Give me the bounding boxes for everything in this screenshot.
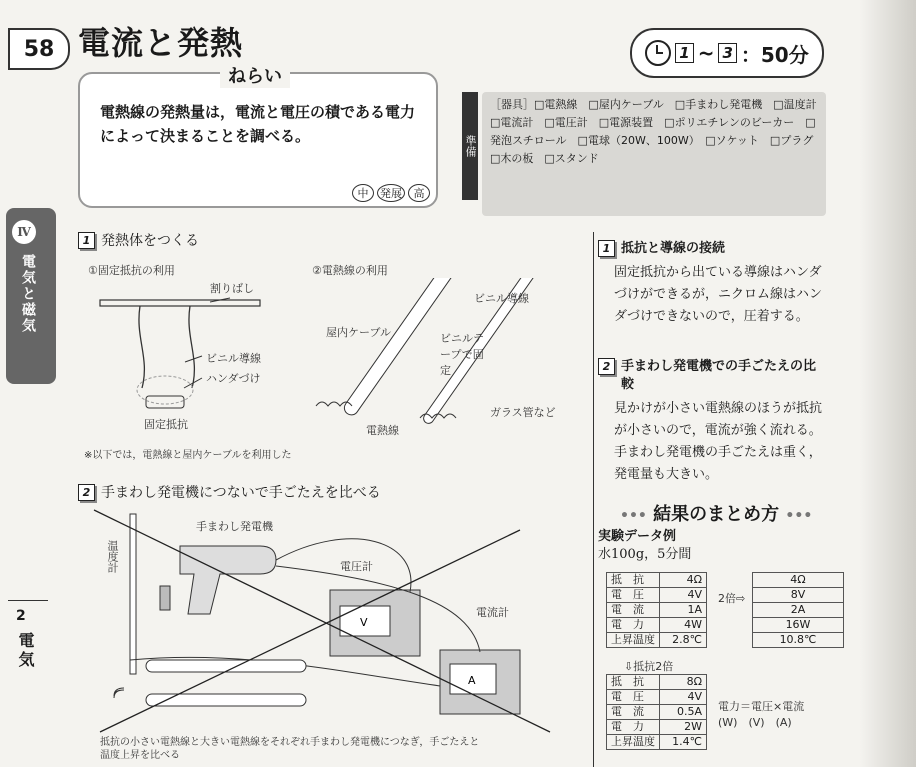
table-row — [607, 720, 707, 735]
data-table-resistance — [606, 674, 707, 750]
time-label: ：50分 — [740, 42, 809, 67]
table-row — [607, 633, 707, 648]
point1-body: 固定抵抗から出ている導線はハンダづけができるが，ニクロム線はハンダづけできないので，圧着する。 — [614, 265, 823, 324]
level-badge: 発展 — [377, 184, 405, 202]
result-title-text: 結果のまとめ方 — [653, 504, 780, 525]
table-row — [753, 618, 844, 633]
section-title: 手まわし発電機につないで手ごたえを比べる — [101, 485, 381, 501]
heating-coil — [114, 688, 124, 698]
table-cell: 電 力 — [607, 618, 660, 633]
result-title — [620, 500, 812, 526]
label-heating-wire: 電熱線 — [366, 424, 399, 437]
aim-text: 電熱線の発熱量は，電流と電圧の積である電力によって決まることを調べる。 — [100, 103, 416, 145]
point-title: 手まわし発電機での手ごたえの比較 — [620, 359, 816, 392]
chapter-number: 2 — [16, 608, 26, 624]
double-arrow-label: 2倍⇨ — [718, 592, 746, 605]
table-row — [607, 690, 707, 705]
dots-decoration: ••• — [785, 508, 813, 524]
label-vinyl-wire-2: ビニル導線 — [474, 292, 529, 305]
chapter-rule — [8, 600, 48, 601]
table-cell: 4Ω — [660, 573, 707, 588]
time-to: 3 — [718, 43, 736, 63]
label-glass-tube: ガラス管など — [490, 406, 556, 419]
table-cell: 電 圧 — [607, 588, 660, 603]
table-cell: 8Ω — [660, 675, 707, 690]
table-cell: 1.4℃ — [660, 735, 707, 750]
vinyl-wire — [139, 306, 144, 388]
subheading-fixed-resistor: ①固定抵抗の利用 — [88, 264, 175, 277]
table-cell: 4V — [660, 588, 707, 603]
label-vinyl-tape: ビニルテープで固定 — [440, 332, 484, 377]
unit-number: Ⅳ — [12, 220, 36, 244]
chapter-label: 電気 — [16, 632, 35, 670]
table-row — [607, 603, 707, 618]
level-badges — [352, 184, 430, 202]
resistance-double-note: ⇩抵抗2倍 — [624, 660, 674, 673]
page-title: 電流と発熱 — [78, 24, 244, 62]
label-indoor-cable: 屋内ケーブル — [326, 326, 392, 339]
power-formula-units: (W) (V) (A) — [718, 716, 792, 729]
vinyl-wire — [189, 306, 194, 388]
data-table-base — [606, 572, 707, 648]
label-thermometer: 温度計 — [106, 540, 119, 573]
table-cell: 抵 抗 — [607, 573, 660, 588]
voltmeter-symbol: V — [360, 616, 368, 629]
table-row — [607, 735, 707, 750]
table-row — [607, 588, 707, 603]
label-chopstick: 割りばし — [210, 282, 254, 295]
data-table-double — [752, 572, 844, 648]
time-from: 1 — [675, 43, 693, 63]
level-badge: 中 — [352, 184, 374, 202]
table-cell: 電 力 — [607, 720, 660, 735]
chopstick — [100, 300, 260, 306]
table-row — [607, 573, 707, 588]
column-divider — [593, 232, 594, 767]
section-title: 発熱体をつくる — [101, 233, 199, 249]
section-number: 2 — [78, 484, 95, 501]
heating-cable — [146, 660, 306, 672]
page-edge-shadow — [860, 0, 916, 767]
example-condition: 水100g，5分間 — [598, 547, 692, 562]
table-cell: 4V — [660, 690, 707, 705]
point-number: 2 — [598, 358, 615, 375]
table-cell: 上昇温度 — [607, 633, 660, 648]
table-cell: 8V — [753, 588, 844, 603]
table-cell: 10.8℃ — [753, 633, 844, 648]
dots-decoration: ••• — [620, 508, 647, 524]
section1-heading — [78, 230, 199, 250]
heating-cable — [146, 694, 306, 706]
table-cell: 1A — [660, 603, 707, 618]
clock-icon — [645, 40, 671, 66]
power-formula: 電力＝電圧×電流 — [718, 700, 805, 713]
table-row — [753, 588, 844, 603]
hand-generator — [180, 546, 276, 614]
example-title: 実験データ例 — [598, 529, 677, 544]
table-row — [753, 633, 844, 648]
thermometer — [130, 514, 136, 674]
point2-heading — [598, 358, 828, 394]
prep-tab: 準備 — [462, 92, 478, 200]
label-solder: ハンダづけ — [206, 372, 261, 385]
time-badge — [630, 28, 824, 78]
label-voltmeter: 電圧計 — [340, 560, 373, 573]
table-cell: 2W — [660, 720, 707, 735]
table-cell: 抵 抗 — [607, 675, 660, 690]
table-cell: 2A — [753, 603, 844, 618]
time-tilde: ~ — [697, 41, 715, 65]
table-cell: 0.5A — [660, 705, 707, 720]
subheading-heating-wire: ②電熱線の利用 — [312, 264, 388, 277]
page-number: 58 — [8, 28, 70, 70]
label-ammeter: 電流計 — [476, 606, 509, 619]
aim-heading: ねらい — [220, 62, 290, 88]
label-hand-generator: 手まわし発電機 — [196, 520, 273, 533]
point-number: 1 — [598, 240, 615, 257]
point-title: 抵抗と導線の接続 — [621, 241, 726, 256]
ammeter-symbol: A — [468, 674, 476, 687]
table-row — [607, 705, 707, 720]
section2-heading — [78, 482, 381, 502]
table-cell: 電 流 — [607, 603, 660, 618]
label-vinyl-wire: ビニル導線 — [206, 352, 261, 365]
point1-heading — [598, 240, 725, 258]
table-row — [753, 603, 844, 618]
table-cell: 16W — [753, 618, 844, 633]
table-cell: 4W — [660, 618, 707, 633]
level-badge: 高 — [408, 184, 430, 202]
table-row — [607, 675, 707, 690]
table-cell: 電 圧 — [607, 690, 660, 705]
table-row — [607, 618, 707, 633]
unit-label: 電気と磁気 — [20, 254, 36, 334]
section-number: 1 — [78, 232, 95, 249]
section2-caption: 抵抗の小さい電熱線と大きい電熱線をそれぞれ手まわし発電機につなぎ，手ごたえと温度上昇を比べる — [100, 737, 480, 761]
solder-joint — [137, 376, 193, 404]
table-row — [753, 573, 844, 588]
table-cell: 電 流 — [607, 705, 660, 720]
label-fixed-resistor: 固定抵抗 — [144, 418, 188, 431]
prep-text: ［器具］□電熱線 □屋内ケーブル □手まわし発電機 □温度計 □電流計 □電圧計 □電源装置 □ポリエチレンのビーカー □発泡スチロール □電球（20W、100W） □ソケット □プラグ □木の板 □スタンド — [490, 98, 828, 165]
point2-body: 見かけが小さい電熱線のほうが抵抗が小さいので，電流が強く流れる。手まわし発電機の手ごたえは重く，発電量も大きい。 — [614, 401, 823, 482]
generator-crank — [160, 586, 170, 610]
table-cell: 上昇温度 — [607, 735, 660, 750]
table-cell: 4Ω — [753, 573, 844, 588]
table-cell: 2.8℃ — [660, 633, 707, 648]
section1-note: ※以下では，電熱線と屋内ケーブルを利用した — [84, 450, 292, 461]
